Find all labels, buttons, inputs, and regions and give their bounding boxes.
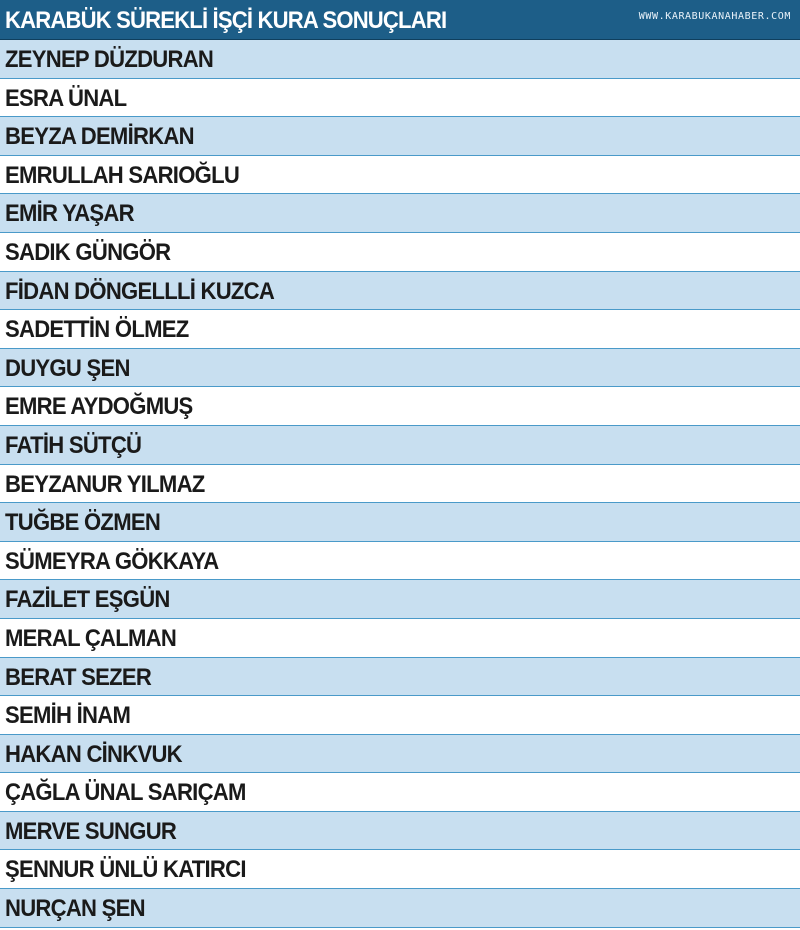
list-item bbox=[0, 542, 800, 581]
person-name: ESRA ÜNAL bbox=[5, 84, 127, 112]
person-name: SEMİH İNAM bbox=[5, 702, 131, 730]
person-name: TUĞBE ÖZMEN bbox=[5, 509, 161, 537]
table-title: KARABÜK SÜREKLİ İŞÇİ KURA SONUÇLARI bbox=[5, 7, 447, 34]
person-name: HAKAN CİNKVUK bbox=[5, 740, 182, 768]
person-name: EMRULLAH SARIOĞLU bbox=[5, 161, 240, 189]
table-header bbox=[0, 0, 800, 40]
person-name: ŞENNUR ÜNLÜ KATIRCI bbox=[5, 856, 246, 884]
person-name: ÇAĞLA ÜNAL SARIÇAM bbox=[5, 779, 246, 807]
list-item bbox=[0, 735, 800, 774]
person-name: FAZİLET EŞGÜN bbox=[5, 586, 170, 614]
list-item bbox=[0, 387, 800, 426]
list-item bbox=[0, 812, 800, 851]
person-name: FİDAN DÖNGELLLİ KUZCA bbox=[5, 277, 275, 305]
person-name: BEYZANUR YILMAZ bbox=[5, 470, 205, 498]
person-name: BEYZA DEMİRKAN bbox=[5, 123, 194, 151]
list-item bbox=[0, 619, 800, 658]
list-item bbox=[0, 117, 800, 156]
list-item bbox=[0, 503, 800, 542]
person-name: SADETTİN ÖLMEZ bbox=[5, 316, 189, 344]
list-item bbox=[0, 465, 800, 504]
person-name: MERVE SUNGUR bbox=[5, 817, 177, 845]
list-item bbox=[0, 40, 800, 79]
list-item bbox=[0, 79, 800, 118]
results-list bbox=[0, 40, 800, 928]
person-name: MERAL ÇALMAN bbox=[5, 624, 177, 652]
list-item bbox=[0, 426, 800, 465]
list-item bbox=[0, 272, 800, 311]
person-name: SÜMEYRA GÖKKAYA bbox=[5, 547, 219, 575]
list-item bbox=[0, 580, 800, 619]
person-name: EMRE AYDOĞMUŞ bbox=[5, 393, 193, 421]
list-item bbox=[0, 696, 800, 735]
site-watermark: WWW.KARABUKANAHABER.COM bbox=[638, 11, 791, 22]
list-item bbox=[0, 349, 800, 388]
list-item bbox=[0, 310, 800, 349]
list-item bbox=[0, 194, 800, 233]
person-name: DUYGU ŞEN bbox=[5, 354, 130, 382]
person-name: SADIK GÜNGÖR bbox=[5, 238, 171, 266]
list-item bbox=[0, 658, 800, 697]
person-name: EMİR YAŞAR bbox=[5, 200, 134, 228]
list-item bbox=[0, 156, 800, 195]
person-name: NURÇAN ŞEN bbox=[5, 895, 145, 923]
person-name: FATİH SÜTÇÜ bbox=[5, 431, 142, 459]
person-name: BERAT SEZER bbox=[5, 663, 152, 691]
list-item bbox=[0, 773, 800, 812]
person-name: ZEYNEP DÜZDURAN bbox=[5, 46, 214, 73]
list-item bbox=[0, 889, 800, 928]
list-item bbox=[0, 850, 800, 889]
list-item bbox=[0, 233, 800, 272]
